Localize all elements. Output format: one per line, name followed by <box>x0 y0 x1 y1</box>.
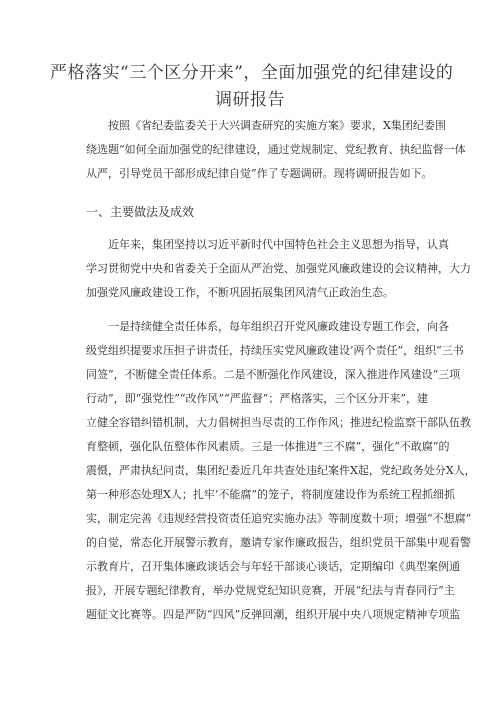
paragraph-line: 的自觉，常态化开展警示教育，邀请专家作廉政报告，组织党员干部集中观看警 <box>86 536 471 549</box>
paragraph-line: 题征文比赛等。四是严防“四风”反弹回潮，组织开展中央八项规定精神专项监 <box>86 608 461 621</box>
paragraph-line: 学习贯彻党中央和省委关于全面从严治党、加强党风廉政建设的会议精神，大力 <box>86 262 471 275</box>
paragraph-line: 立健全容错纠错机制，大力倡树担当尽责的工作作风；推进纪检监察干部队伍教 <box>86 416 471 429</box>
intro-line: 从严，引导党员干部形成纪律自觉”作了专题调研。现将调研报告如下。 <box>86 167 433 180</box>
paragraph-line: 近年来，集团坚持以习近平新时代中国特色社会主义思想为指导，认真 <box>108 238 449 251</box>
paragraph-line: 报》，开展专题纪律教育，举办党规党纪知识竞赛，开展“纪法与青春同行”主 <box>86 584 455 597</box>
paragraph-line: 一是持续健全责任体系，每年组织召开党风廉政建设专题工作会，向各 <box>108 320 449 333</box>
report-title-line-1: 严格落实“三个区分开来”，全面加强党的纪律建设的 <box>50 63 454 83</box>
paragraph-line: 行动”，即“强党性”“改作风”“严监督”；严格落实，三个区分开来”，建 <box>86 392 428 405</box>
section-heading: 一、主要做法及成效 <box>86 205 195 219</box>
paragraph-line: 示教育片，召开集体廉政谈话会与年轻干部谈心谈话，定期编印《典型案例通 <box>86 560 460 573</box>
paragraph-line: 级党组织提要求压担子讲责任，持续压实党风廉政建设’两个责任”，组织“三书 <box>86 344 464 357</box>
report-title-line-2: 调研报告 <box>215 90 285 110</box>
intro-line: 按照《省纪委监委关于大兴调查研究的实施方案》要求，X集团纪委围 <box>108 119 446 132</box>
paragraph-line: 育整顿，强化队伍整体作风素质。三是一体推进“三不腐”，强化“不敢腐”的 <box>86 440 450 453</box>
paragraph-line: 加强党风廉政建设工作，不断巩固拓展集团风清气正政治生态。 <box>86 286 394 299</box>
paragraph-line: 同签”，不断健全责任体系。二是不断强化作风建设，深入推进作风建设“三项 <box>86 368 461 381</box>
paragraph-line: 实，制定完善《违规经营投资责任追究实施办法》等制度数十项；增强“不想腐” <box>86 512 472 525</box>
paragraph-line: 第一种形态处理X人；扎牢’不能腐”的笼子，将制度建设作为系统工程抓细抓 <box>86 488 455 501</box>
paragraph-line: 震慑，严肃执纪问责，集团纪委近几年共查处违纪案件X起，党纪政务处分X人， <box>86 464 476 477</box>
intro-line: 绕选题“如何全面加强党的纪律建设，通过党规制定、党纪教育、执纪监督一体 <box>86 143 466 156</box>
